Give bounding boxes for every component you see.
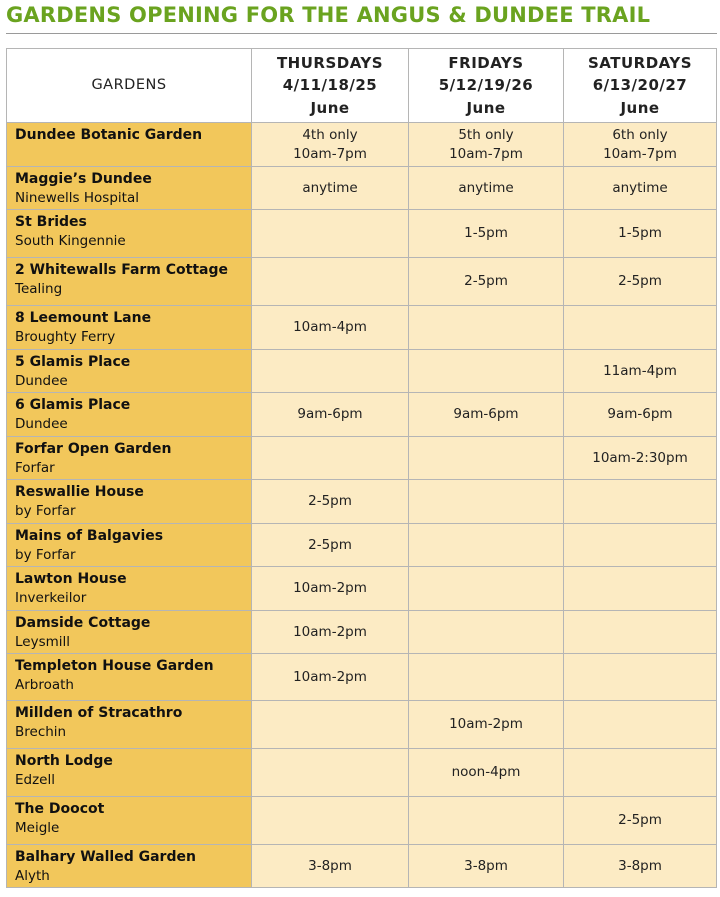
garden-name: Forfar Open Garden bbox=[15, 441, 172, 457]
saturday-time-cell bbox=[564, 611, 717, 654]
garden-location: Dundee bbox=[15, 416, 68, 432]
saturday-time-cell bbox=[564, 701, 717, 749]
thursday-time-cell bbox=[252, 845, 409, 888]
opening-time: 9am-6pm bbox=[607, 406, 673, 422]
table-row bbox=[7, 306, 717, 350]
garden-name: St Brides bbox=[15, 214, 87, 230]
garden-name: Dundee Botanic Garden bbox=[15, 127, 203, 143]
table-row bbox=[7, 258, 717, 306]
gardens-column-header: GARDENS bbox=[7, 49, 252, 123]
garden-location: Dundee bbox=[15, 373, 68, 389]
opening-time: 4th only bbox=[302, 126, 358, 143]
table-row bbox=[7, 167, 717, 210]
table-row bbox=[7, 654, 717, 701]
garden-name-cell bbox=[7, 167, 252, 210]
table-row bbox=[7, 393, 717, 437]
garden-location: by Forfar bbox=[15, 503, 76, 519]
table-row bbox=[7, 797, 717, 845]
opening-time: 1-5pm bbox=[464, 225, 508, 241]
garden-name-cell bbox=[7, 350, 252, 393]
saturdays-column-header bbox=[564, 49, 717, 123]
page-title: GARDENS OPENING FOR THE ANGUS & DUNDEE TRAIL bbox=[6, 3, 651, 27]
table-row bbox=[7, 567, 717, 611]
friday-time-cell bbox=[409, 797, 564, 845]
garden-name: Templeton House Garden bbox=[15, 658, 214, 674]
thursday-time-cell bbox=[252, 567, 409, 611]
thursday-time-cell bbox=[252, 480, 409, 524]
table-row bbox=[7, 524, 717, 567]
table-row bbox=[7, 611, 717, 654]
opening-time: 2-5pm bbox=[308, 536, 352, 553]
garden-name-cell bbox=[7, 480, 252, 524]
thursday-time-cell bbox=[252, 393, 409, 437]
garden-location: Meigle bbox=[15, 820, 60, 836]
friday-time-cell bbox=[409, 845, 564, 888]
header-day: SATURDAYS bbox=[588, 53, 692, 72]
opening-time: 3-8pm bbox=[464, 857, 508, 874]
opening-time: 10am-2:30pm bbox=[592, 449, 688, 466]
saturday-time-cell bbox=[564, 524, 717, 567]
friday-time-cell bbox=[409, 258, 564, 306]
table-row bbox=[7, 437, 717, 480]
saturday-time-cell bbox=[564, 258, 717, 306]
opening-time: 10am-7pm bbox=[293, 145, 367, 162]
garden-location: by Forfar bbox=[15, 547, 76, 563]
garden-name: Balhary Walled Garden bbox=[15, 849, 196, 865]
opening-time: 9am-6pm bbox=[297, 406, 363, 422]
opening-time: 10am-7pm bbox=[449, 145, 523, 162]
garden-location: Leysmill bbox=[15, 634, 71, 650]
saturday-time-cell bbox=[564, 123, 717, 167]
garden-location: Alyth bbox=[15, 868, 50, 884]
garden-location: Broughty Ferry bbox=[15, 329, 116, 345]
garden-name: 2 Whitewalls Farm Cottage bbox=[15, 262, 228, 278]
thursday-time-cell bbox=[252, 123, 409, 167]
saturday-time-cell bbox=[564, 567, 717, 611]
friday-time-cell bbox=[409, 611, 564, 654]
table-row bbox=[7, 210, 717, 258]
saturday-time-cell bbox=[564, 845, 717, 888]
opening-time: 3-8pm bbox=[618, 857, 662, 874]
garden-name-cell bbox=[7, 845, 252, 888]
opening-time: 10am-4pm bbox=[293, 319, 367, 335]
table-row bbox=[7, 480, 717, 524]
header-day: THURSDAYS bbox=[276, 53, 384, 72]
opening-time: 5th only bbox=[458, 126, 514, 143]
opening-time: anytime bbox=[458, 179, 514, 196]
garden-name: Damside Cottage bbox=[15, 615, 151, 631]
header-day: FRIDAYS bbox=[448, 53, 524, 72]
garden-name: The Doocot bbox=[15, 801, 105, 817]
saturday-time-cell bbox=[564, 480, 717, 524]
garden-schedule-table bbox=[6, 48, 717, 888]
garden-name: Mains of Balgavies bbox=[15, 528, 164, 544]
saturday-time-cell bbox=[564, 350, 717, 393]
title-divider bbox=[6, 33, 717, 34]
garden-location: Ninewells Hospital bbox=[15, 190, 139, 206]
opening-time: 2-5pm bbox=[618, 812, 662, 828]
thursday-time-cell bbox=[252, 654, 409, 701]
garden-name: North Lodge bbox=[15, 753, 113, 769]
opening-time: 10am-7pm bbox=[603, 145, 677, 162]
friday-time-cell bbox=[409, 701, 564, 749]
garden-name-cell bbox=[7, 797, 252, 845]
header-dates: 5/12/19/26 bbox=[438, 76, 534, 95]
thursday-time-cell bbox=[252, 210, 409, 258]
garden-name: Maggie’s Dundee bbox=[15, 171, 152, 187]
opening-time: 10am-2pm bbox=[293, 623, 367, 640]
friday-time-cell bbox=[409, 654, 564, 701]
thursday-time-cell bbox=[252, 167, 409, 210]
friday-time-cell bbox=[409, 167, 564, 210]
thursday-time-cell bbox=[252, 306, 409, 350]
garden-name-cell bbox=[7, 524, 252, 567]
opening-time: 2-5pm bbox=[618, 273, 662, 289]
opening-time: 11am-4pm bbox=[603, 362, 677, 379]
garden-name: 6 Glamis Place bbox=[15, 397, 131, 413]
saturday-time-cell bbox=[564, 437, 717, 480]
opening-time: anytime bbox=[302, 179, 358, 196]
saturday-time-cell bbox=[564, 306, 717, 350]
thursday-time-cell bbox=[252, 350, 409, 393]
garden-location: Inverkeilor bbox=[15, 590, 87, 606]
garden-location: Edzell bbox=[15, 772, 55, 788]
header-row bbox=[7, 49, 717, 123]
header-dates: 4/11/18/25 bbox=[282, 76, 378, 95]
thursday-time-cell bbox=[252, 437, 409, 480]
thursday-time-cell bbox=[252, 258, 409, 306]
garden-name: Reswallie House bbox=[15, 484, 144, 500]
thursday-time-cell bbox=[252, 797, 409, 845]
saturday-time-cell bbox=[564, 654, 717, 701]
friday-time-cell bbox=[409, 480, 564, 524]
garden-name-cell bbox=[7, 611, 252, 654]
opening-time: noon-4pm bbox=[451, 764, 521, 780]
garden-name-cell bbox=[7, 210, 252, 258]
garden-name-cell bbox=[7, 437, 252, 480]
saturday-time-cell bbox=[564, 749, 717, 797]
garden-name-cell bbox=[7, 654, 252, 701]
thursday-time-cell bbox=[252, 524, 409, 567]
garden-location: Forfar bbox=[15, 460, 55, 476]
friday-time-cell bbox=[409, 393, 564, 437]
friday-time-cell bbox=[409, 524, 564, 567]
opening-time: 1-5pm bbox=[618, 225, 662, 241]
garden-name-cell bbox=[7, 258, 252, 306]
garden-name: Lawton House bbox=[15, 571, 127, 587]
garden-name-cell bbox=[7, 749, 252, 797]
opening-time: 2-5pm bbox=[308, 493, 352, 509]
table-row bbox=[7, 350, 717, 393]
header-dates: 6/13/20/27 bbox=[592, 76, 688, 95]
garden-location: Arbroath bbox=[15, 677, 74, 693]
garden-location: Brechin bbox=[15, 724, 67, 740]
saturday-time-cell bbox=[564, 210, 717, 258]
opening-time: 2-5pm bbox=[464, 273, 508, 289]
opening-time: 10am-2pm bbox=[293, 580, 367, 596]
saturday-time-cell bbox=[564, 393, 717, 437]
table-body bbox=[7, 123, 717, 888]
opening-time: 6th only bbox=[612, 126, 668, 143]
garden-name-cell bbox=[7, 306, 252, 350]
header-month: June bbox=[310, 98, 350, 117]
thursdays-column-header bbox=[252, 49, 409, 123]
friday-time-cell bbox=[409, 306, 564, 350]
header-month: June bbox=[466, 98, 506, 117]
thursday-time-cell bbox=[252, 701, 409, 749]
opening-time: anytime bbox=[612, 179, 668, 196]
garden-name-cell bbox=[7, 123, 252, 167]
garden-name-cell bbox=[7, 701, 252, 749]
garden-location: South Kingennie bbox=[15, 233, 126, 249]
opening-time: 10am-2pm bbox=[449, 716, 523, 732]
saturday-time-cell bbox=[564, 167, 717, 210]
fridays-column-header bbox=[409, 49, 564, 123]
friday-time-cell bbox=[409, 123, 564, 167]
garden-name-cell bbox=[7, 393, 252, 437]
garden-name: Millden of Stracathro bbox=[15, 705, 183, 721]
table-row bbox=[7, 123, 717, 167]
friday-time-cell bbox=[409, 749, 564, 797]
opening-time: 10am-2pm bbox=[293, 668, 367, 685]
garden-location: Tealing bbox=[15, 281, 63, 297]
friday-time-cell bbox=[409, 437, 564, 480]
thursday-time-cell bbox=[252, 749, 409, 797]
table-row bbox=[7, 845, 717, 888]
saturday-time-cell bbox=[564, 797, 717, 845]
garden-name: 5 Glamis Place bbox=[15, 354, 131, 370]
table-row bbox=[7, 701, 717, 749]
friday-time-cell bbox=[409, 567, 564, 611]
friday-time-cell bbox=[409, 350, 564, 393]
friday-time-cell bbox=[409, 210, 564, 258]
opening-time: 9am-6pm bbox=[453, 406, 519, 422]
table-row bbox=[7, 749, 717, 797]
garden-name: 8 Leemount Lane bbox=[15, 310, 152, 326]
thursday-time-cell bbox=[252, 611, 409, 654]
garden-name-cell bbox=[7, 567, 252, 611]
header-month: June bbox=[620, 98, 660, 117]
opening-time: 3-8pm bbox=[308, 857, 352, 874]
